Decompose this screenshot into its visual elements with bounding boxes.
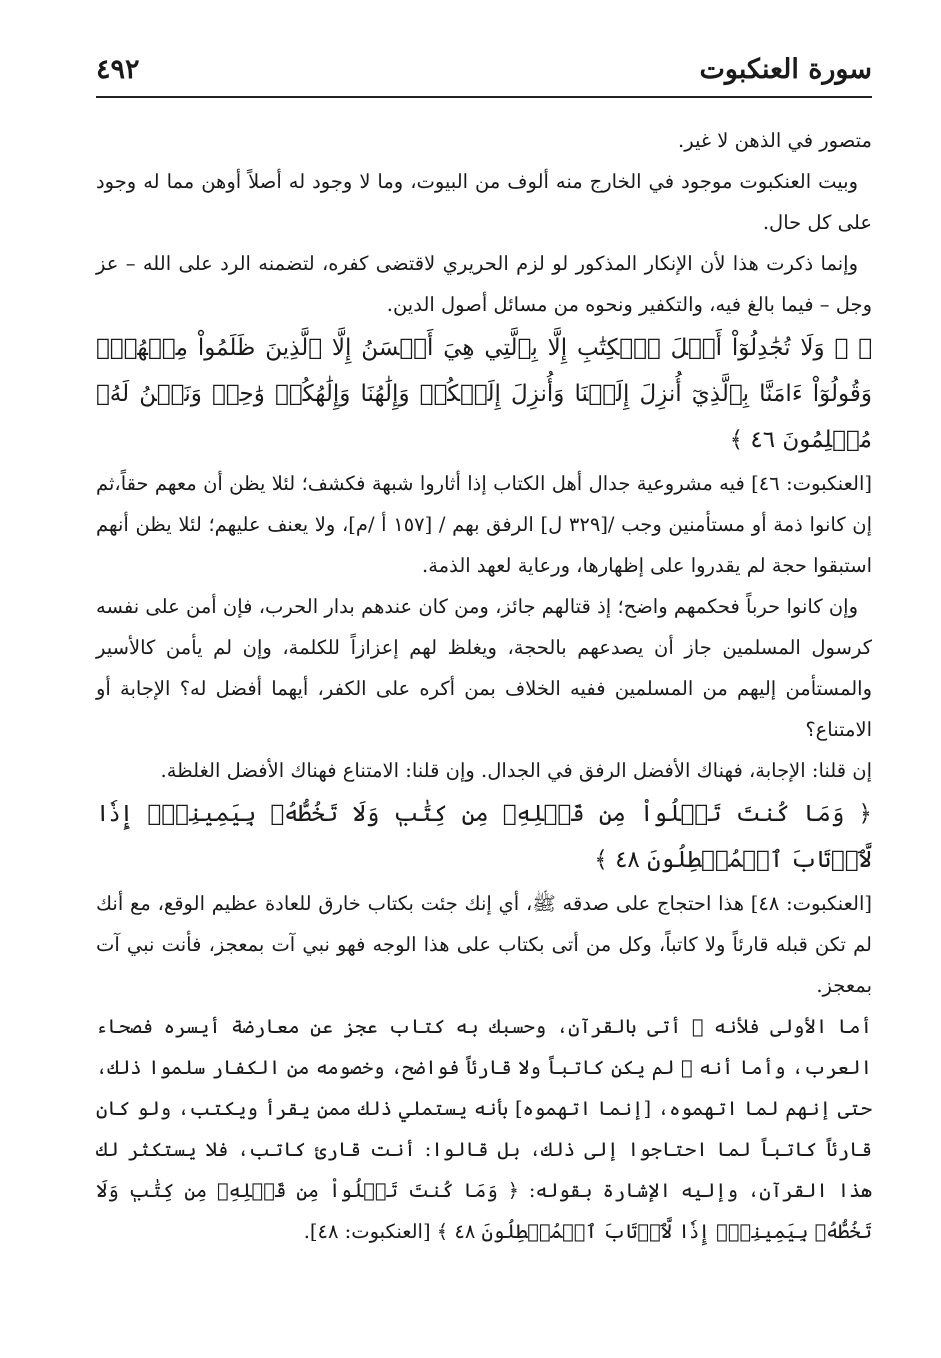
quran-verse: ﴿ ۞ وَلَا تُجَٰدِلُوٓاْ أَهۡلَ ٱلۡكِتَٰبِ إِلَّا بِٱلَّتِي هِيَ أَحۡسَنُ إِلَّا ٱلَّذِينَ ظَلَمُواْ مِنۡهُمۡۖ وَقُولُوٓاْ ءَامَنَّا بِٱلَّذِيٓ أُنزِلَ إِلَيۡنَا وَأُنزِلَ إِلَيۡكُمۡ وَإِلَٰهُنَا وَإِلَٰهُكُمۡ وَٰحِدٞ وَنَحۡنُ لَهُۥ مُسۡلِمُونَ ٤٦ ﴾ (96, 335, 872, 453)
paragraph: وبيت العنكبوت موجود في الخارج منه ألوف من البيوت، وما لا وجود له أصلاً أوهن مما له وجود على كل حال. (96, 170, 872, 234)
paragraph: [العنكبوت: ٤٦] فيه مشروعية جدال أهل الكتاب إذا أثاروا شبهة فكشف؛ لئلا يظن أن معهم حقاً،ثم إن كانوا ذمة أو مستأمنين وجب /[٣٢٩ ل] الرفق بهم / [١٥٧ أ /م]، ولا يعنف عليهم؛ لئلا يظن أنهم استبقوا حجة لم يقدروا على إظهارها، ورعاية لعهد الذمة. (96, 472, 872, 577)
surah-title: سورة العنكبوت (699, 54, 872, 85)
paragraph: وإنما ذكرت هذا لأن الإنكار المذكور لو لزم الحريري لاقتضى كفره، لتضمنه الرد على الله – عز وجل – فيما بالغ فيه، والتكفير ونحوه من مسائل أصول الدين. (96, 252, 872, 316)
paragraph: إن قلنا: الإجابة، فهناك الأفضل الرفق في الجدال. وإن قلنا: الامتناع فهناك الأفضل الغلظة. (160, 759, 872, 782)
page-number: ٤٩٢ (96, 54, 140, 85)
paragraph: [العنكبوت: ٤٨] هذا احتجاج على صدقه ﷺ، أي إنك جئت بكتاب خارق للعادة عظيم الوقع، مع أنك لم تكن قبله قارئاً ولا كاتباً، وكل من أتى بكتاب على هذا الوجه فهو نبي آت بمعجز، فأنت نبي آت بمعجز. (96, 892, 872, 997)
page (96, 50, 872, 1320)
paragraph: وإن كانوا حرباً فحكمهم واضح؛ إذ قتالهم جائز، ومن كان عندهم بدار الحرب، فإن أمن على نفسه كرسول المسلمين جاز أن يصدعهم بالحجة، ويغلظ لهم إعزازاً للكلمة، وإن لم يأمن كالأسير والمستأمن إليهم من المسلمين ففيه الخلاف بمن أكره على الكفر، أيهما أفضل له؟ الإجابة أو الامتناع؟ (96, 595, 872, 741)
page-body (96, 120, 872, 1252)
quran-verse: ﴿ وَمَا كُنتَ تَتۡلُواْ مِن قَبۡلِهِۦ مِن كِتَٰبٖ وَلَا تَخُطُّهُۥ بِيَمِينِكَۖ إِذٗا لَّٱرۡتَابَ ٱلۡمُبۡطِلُونَ ٤٨ ﴾ (96, 801, 872, 873)
paragraph: أما الأولى فلأنه ﷺ أتى بالقرآن، وحسبك به كتاب عجز عن معارضة أيسره فصحاء العرب، وأما أنه ﷺ لم يكن كاتباً ولا قارئاً فواضح، وخصومه من الكفار سلموا ذلك، حتى إنهم لما اتهموه، [إنما اتهموه] بأنه يستملي ذلك ممن يقرأ ويكتب، ولو كان قارئاً كاتباً لما احتاجوا إلى ذلك، بل قالوا: أنت قارئ كاتب، فلا يستكثر لك هذا القرآن، وإليه الإشارة بقوله: ﴿ وَمَا كُنتَ تَتۡلُواْ مِن قَبۡلِهِۦ مِن كِتَٰبٖ وَلَا تَخُطُّهُۥ بِيَمِينِكَۖ إِذٗا لَّٱرۡتَابَ ٱلۡمُبۡطِلُونَ ٤٨ ﴾ [العنكبوت: ٤٨]. (96, 1015, 872, 1243)
paragraph: متصور في الذهن لا غير. (678, 129, 872, 152)
page-header (96, 50, 872, 98)
